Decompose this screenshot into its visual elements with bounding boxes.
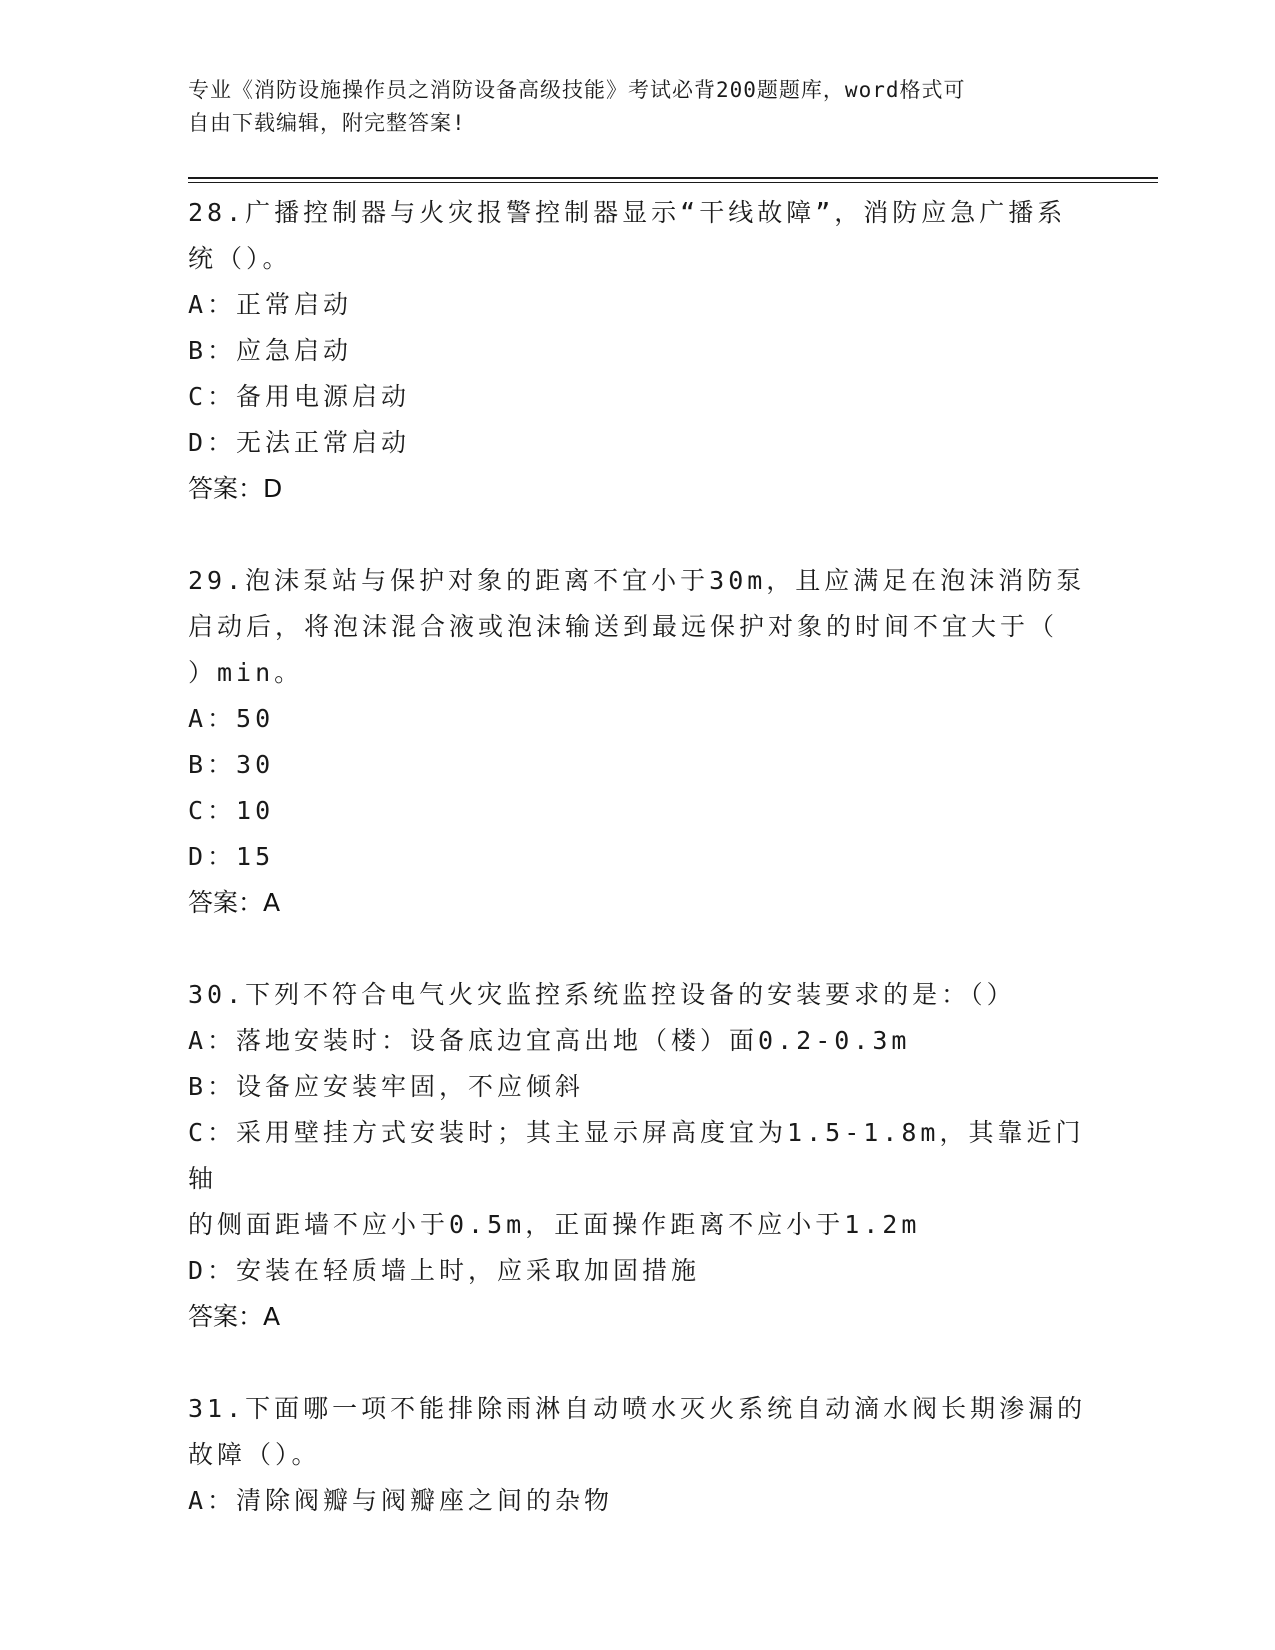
header-divider-thin (188, 182, 1158, 183)
question-stem-line: ）min。 (188, 658, 304, 687)
question-stem-line: 31.下面哪一项不能排除雨淋自动喷水灭火系统自动滴水阀长期渗漏的 (188, 1394, 1087, 1423)
question-stem-line: 统（）。 (188, 244, 292, 273)
answer-option: C：采用壁挂方式安装时；其主显示屏高度宜为1.5-1.8m，其靠近门轴 (188, 1118, 1085, 1193)
answer-option: C：备用电源启动 (188, 382, 411, 411)
question-block (188, 972, 1088, 1340)
answer-option: A：50 (188, 704, 275, 733)
question-stem-line: 29.泡沫泵站与保护对象的距离不宜小于30m，且应满足在泡沫消防泵 (188, 566, 1086, 595)
question-stem-line: 28.广播控制器与火灾报警控制器显示“干线故障”，消防应急广播系 (188, 198, 1067, 227)
answer-option: B：30 (188, 750, 275, 779)
answer-key: 答案：A (188, 1302, 281, 1331)
document-header (188, 74, 1088, 140)
answer-option: A：清除阀瓣与阀瓣座之间的杂物 (188, 1486, 614, 1515)
question-stem-line: 启动后，将泡沫混合液或泡沫输送到最远保护对象的时间不宜大于（ (188, 612, 1059, 641)
answer-option: A：正常启动 (188, 290, 353, 319)
answer-option: B：应急启动 (188, 336, 353, 365)
question-stem-line: 故障（）。 (188, 1440, 321, 1469)
answer-option: C：10 (188, 796, 275, 825)
header-line-2: 自由下载编辑，附完整答案! (188, 111, 466, 135)
question-block (188, 190, 1088, 512)
answer-option: D：15 (188, 842, 275, 871)
question-block (188, 558, 1088, 926)
question-list (188, 190, 1088, 1524)
answer-option: 的侧面距墙不应小于0.5m，正面操作距离不应小于1.2m (188, 1210, 921, 1239)
header-line-1: 专业《消防设施操作员之消防设备高级技能》考试必背200题题库，word格式可 (188, 78, 966, 102)
question-block (188, 1386, 1088, 1524)
answer-option: D：无法正常启动 (188, 428, 411, 457)
answer-option: D：安装在轻质墙上时，应采取加固措施 (188, 1256, 701, 1285)
answer-key: 答案：A (188, 888, 281, 917)
answer-option: A：落地安装时：设备底边宜高出地（楼）面0.2-0.3m (188, 1026, 911, 1055)
answer-key: 答案：D (188, 474, 283, 503)
question-stem-line: 30.下列不符合电气火灾监控系统监控设备的安装要求的是：（） (188, 980, 1016, 1009)
answer-option: B：设备应安装牢固，不应倾斜 (188, 1072, 585, 1101)
header-divider-thick (188, 177, 1158, 179)
